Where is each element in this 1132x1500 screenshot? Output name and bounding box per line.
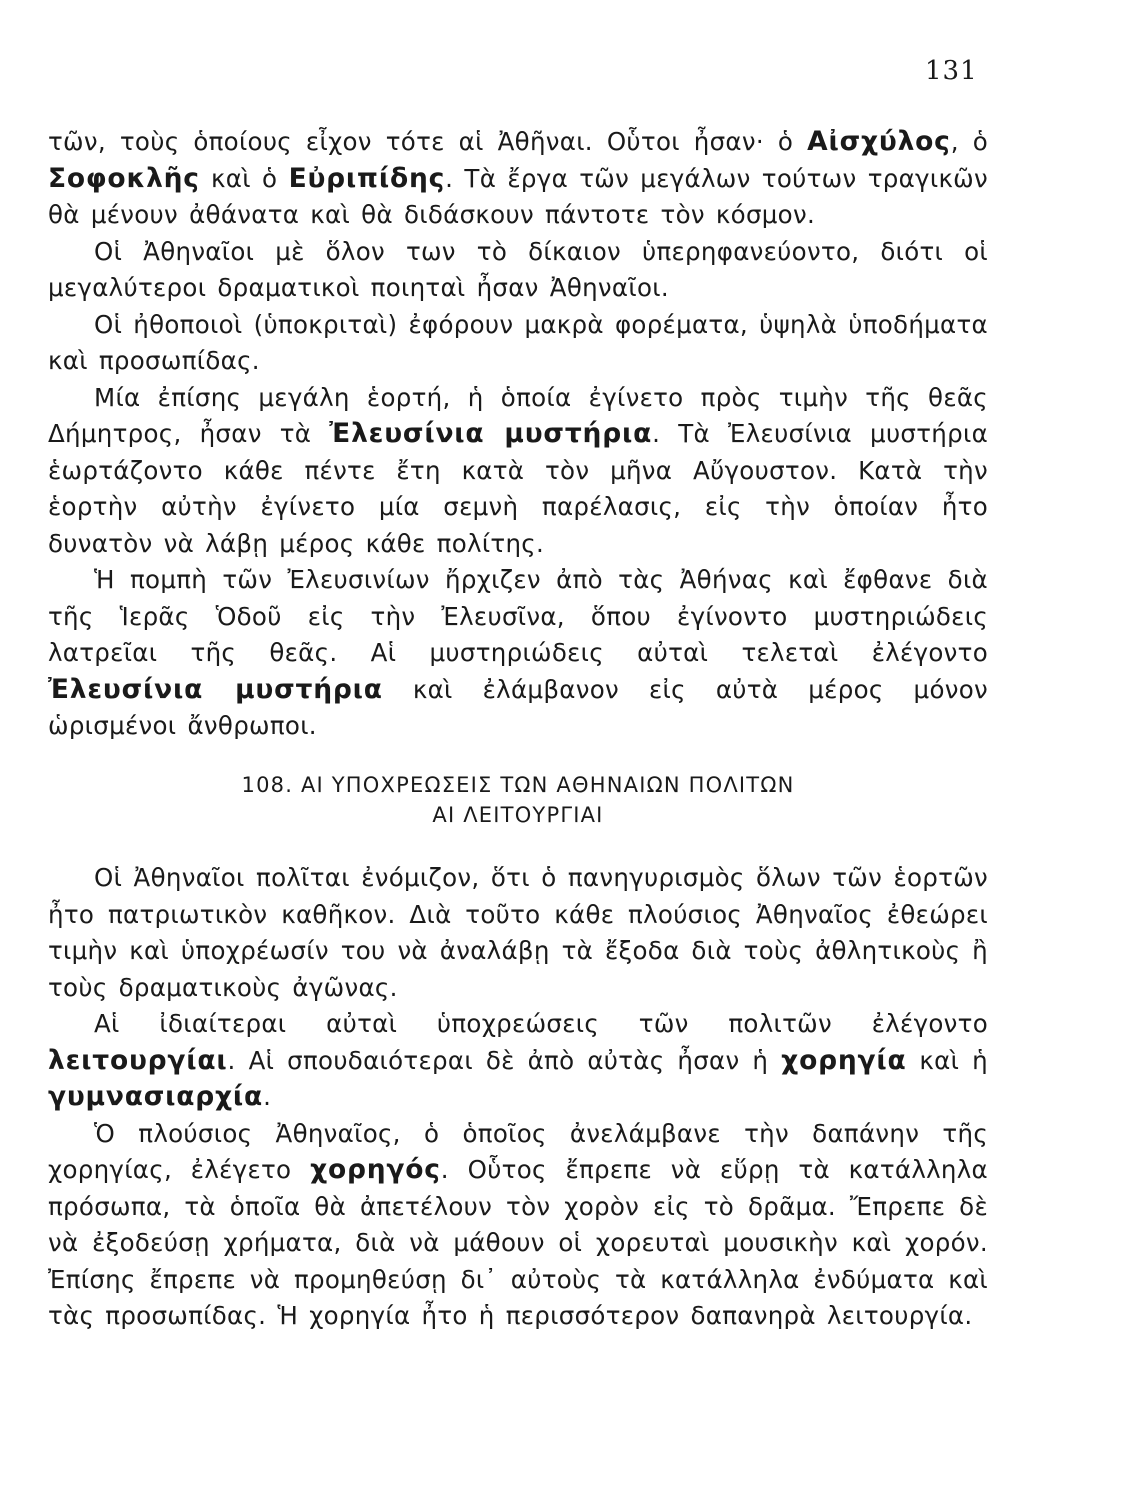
name-euripides: Εὐριπίδης	[288, 162, 446, 194]
paragraph-athenian-pride: Οἱ Ἀθηναῖοι μὲ ὅλον των τὸ δίκαιον ὑπερηφανεύοντο, διότι οἱ μεγαλύτεροι δραματικοὶ ποιηταὶ ἦσαν Ἀθηναῖοι.	[48, 236, 988, 302]
term-choregos: χορηγός	[310, 1154, 441, 1185]
term-liturgies: λειτουργίαι	[48, 1044, 228, 1076]
page-number: 131	[925, 56, 978, 86]
term-eleusinian-mysteries-2: Ἐλευσίνια μυστήρια	[48, 673, 383, 705]
paragraph-tragedians: τῶν, τοὺς ὁποίους εἶχον τότε αἱ Ἀθῆναι. Οὗτοι ἦσαν· ὁ Αἰσχύλος, ὁ Σοφοκλῆς καὶ ὁ Εὐριπίδης. Τὰ ἔργα τῶν μεγάλων τούτων τραγικῶν θὰ μένουν ἀθάνατα καὶ θὰ διδάσκουν πάντοτε τὸν κόσμον.	[48, 126, 989, 229]
section-heading	[48, 770, 988, 830]
term-eleusinian-mysteries: Ἐλευσίνια μυστήρια	[329, 418, 653, 449]
term-gymnasiarchia: γυμνασιαρχία	[48, 1081, 264, 1112]
paragraph-eleusinian-festival: Μία ἐπίσης μεγάλη ἑορτή, ἡ ὁποία ἐγίνετο πρὸς τιμὴν τῆς θεᾶς Δήμητρος, ἦσαν τὰ Ἐλευσίνια μυστήρια. Τὰ Ἐλευσίνια μυστήρια ἑωρτάζοντο κάθε πέντε ἔτη κατὰ τὸν μῆνα Αὔγουστον. Κατὰ τὴν ἑορτὴν αὐτὴν ἐγίνετο μία σεμνὴ παρέλασις, εἰς τὴν ὁποίαν ἦτο δυνατὸν νὰ λάβῃ μέρος κάθε πολίτης.	[48, 382, 989, 558]
name-aeschylus: Αἰσχύλος	[807, 126, 951, 157]
section-text-top	[48, 124, 988, 745]
paragraph-liturgies: Αἱ ἰδιαίτεραι αὐταὶ ὑποχρεώσεις τῶν πολιτῶν ἐλέγοντο λειτουργίαι. Αἱ σπουδαιότεραι δὲ ἀπὸ αὐτὰς ἦσαν ἡ χορηγία καὶ ἡ γυμνασιαρχία.	[48, 1009, 988, 1112]
term-choregia: χορηγία	[781, 1044, 907, 1076]
paragraph-actors: Οἱ ἠθοποιοὶ (ὑποκριταὶ) ἐφόρουν μακρὰ φορέματα, ὑψηλὰ ὑποδήματα καὶ προσωπίδας.	[48, 309, 988, 375]
section-text-bottom	[48, 860, 988, 1335]
paragraph-choregos: Ὁ πλούσιος Ἀθηναῖος, ὁ ὁποῖος ἀνελάμβανε τὴν δαπάνην τῆς χορηγίας, ἐλέγετο χορηγός. Οὗτος ἔπρεπε νὰ εὕρῃ τὰ κατάλληλα πρόσωπα, τὰ ὁποῖα θὰ ἀπετέλουν τὸν χορὸν εἰς τὸ δρᾶμα. Ἔπρεπε δὲ νὰ ἐξοδεύσῃ χρήματα, διὰ νὰ μάθουν οἱ χορευταὶ μουσικὴν καὶ χορόν. Ἐπίσης ἔπρεπε νὰ προμηθεύσῃ δι᾽ αὐτοὺς τὰ κατάλληλα ἐνδύματα καὶ τὰς προσωπίδας. Ἡ χορηγία ἦτο ἡ περισσότερον δαπανηρὰ λειτουργία.	[48, 1118, 988, 1330]
heading-line-2: ΑΙ ΛΕΙΤΟΥΡΓΙΑΙ	[432, 803, 604, 827]
paragraph-eleusinian-procession: Ἡ πομπὴ τῶν Ἐλευσινίων ἤρχιζεν ἀπὸ τὰς Ἀθήνας καὶ ἔφθανε διὰ τῆς Ἱερᾶς Ὁδοῦ εἰς τὴν Ἐλευσῖνα, ὅπου ἐγίνοντο μυστηριώδεις λατρεῖαι τῆς θεᾶς. Αἱ μυστηριώδεις αὐταὶ τελεταὶ ἐλέγοντο Ἐλευσίνια μυστήρια καὶ ἐλάμβανον εἰς αὐτὰ μέρος μόνον ὡρισμένοι ἄνθρωποι.	[48, 565, 988, 740]
paragraph-civic-duty: Οἱ Ἀθηναῖοι πολῖται ἐνόμιζον, ὅτι ὁ πανηγυρισμὸς ὅλων τῶν ἑορτῶν ἦτο πατριωτικὸν καθῆκον. Διὰ τοῦτο κάθε πλούσιος Ἀθηναῖος ἐθεώρει τιμὴν καὶ ὑποχρέωσίν του νὰ ἀναλάβῃ τὰ ἔξοδα διὰ τοὺς ἀθλητικοὺς ἢ τοὺς δραματικοὺς ἀγῶνας.	[48, 863, 988, 1002]
heading-line-1: 108. ΑΙ ΥΠΟΧΡΕΩΣΕΙΣ ΤΩΝ ΑΘΗΝΑΙΩΝ ΠΟΛΙΤΩΝ	[241, 773, 795, 797]
name-sophocles: Σοφοκλῆς	[48, 162, 200, 194]
